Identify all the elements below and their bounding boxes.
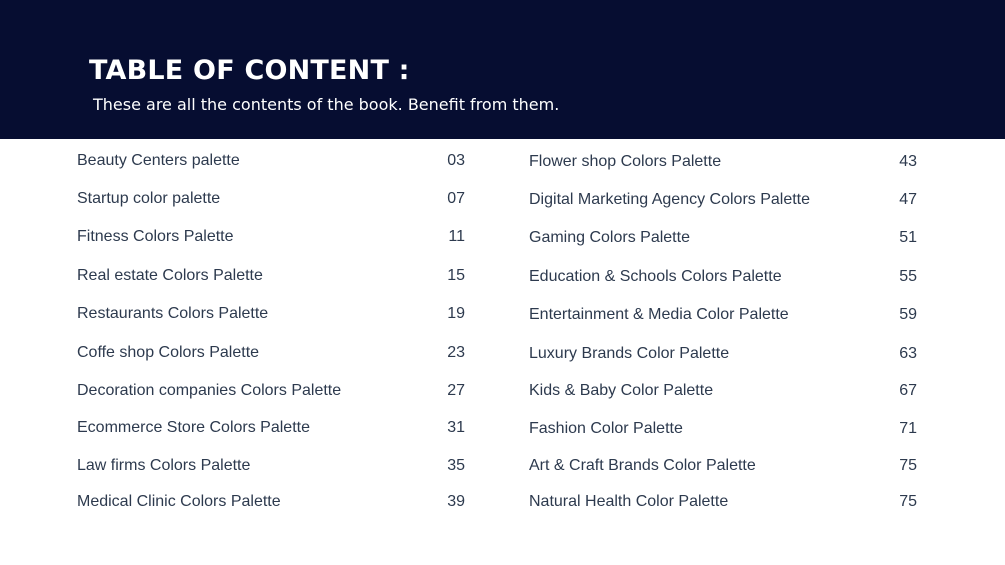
toc-entry-page: 15 [447,267,465,284]
toc-entry-page: 75 [899,457,917,474]
toc-entry[interactable] [77,225,467,249]
toc-entry-name: Ecommerce Store Colors Palette [77,419,310,436]
toc-entry-page: 35 [447,457,465,474]
toc-entry[interactable] [529,417,919,441]
toc-entry[interactable] [529,188,919,212]
toc-entry[interactable] [529,303,919,327]
toc-entry-name: Medical Clinic Colors Palette [77,493,281,510]
toc-entry-name: Law firms Colors Palette [77,457,251,474]
toc-entry-page: 27 [447,382,465,399]
toc-entry-page: 63 [899,345,917,362]
toc-entry-name: Fashion Color Palette [529,420,683,437]
toc-entry-name: Entertainment & Media Color Palette [529,306,789,323]
toc-entry-name: Beauty Centers palette [77,152,240,169]
toc-entry[interactable] [529,265,919,289]
toc-entry[interactable] [77,264,467,288]
toc-entry-page: 43 [899,153,917,170]
toc-entry[interactable] [529,454,919,478]
page-subtitle: These are all the contents of the book. Benefit from them. [93,95,560,114]
toc-entry-page: 39 [447,493,465,510]
toc-entry-name: Gaming Colors Palette [529,229,690,246]
toc-entry-page: 11 [448,228,465,245]
toc-entry[interactable] [77,416,467,440]
toc-entry-page: 51 [899,229,917,246]
toc-entry-page: 59 [899,306,917,323]
toc-entry-name: Startup color palette [77,190,221,207]
toc-entry[interactable] [77,454,467,478]
toc-entry-page: 07 [447,190,465,207]
toc-entry-name: Natural Health Color Palette [529,493,729,510]
toc-entry[interactable] [529,150,919,174]
toc-entry-page: 31 [447,419,465,436]
toc-entry[interactable] [77,302,467,326]
toc-entry[interactable] [77,149,467,173]
toc-entry-name: Fitness Colors Palette [77,228,234,245]
toc-entry-page: 47 [899,191,917,208]
toc-entry[interactable] [77,490,467,514]
toc-entry-name: Art & Craft Brands Color Palette [529,457,756,474]
toc-entry[interactable] [77,341,467,365]
header-banner [0,0,1005,139]
toc-entry-page: 67 [899,382,917,399]
toc-entry[interactable] [529,342,919,366]
toc-entry[interactable] [529,226,919,250]
toc-entry-name: Restaurants Colors Palette [77,305,269,322]
toc-entry[interactable] [529,490,919,514]
toc-entry-page: 03 [447,152,465,169]
toc-entry-name: Luxury Brands Color Palette [529,345,730,362]
toc-entry-page: 71 [899,420,917,437]
toc-entry-name: Kids & Baby Color Palette [529,382,714,399]
toc-entry[interactable] [77,187,467,211]
toc-entry[interactable] [529,379,919,403]
toc-entry-page: 19 [447,305,465,322]
toc-entry-page: 55 [899,268,917,285]
toc-entry[interactable] [77,379,467,403]
toc-entry-page: 75 [899,493,917,510]
toc-entry-name: Digital Marketing Agency Colors Palette [529,191,811,208]
toc-entry-page: 23 [447,344,465,361]
toc-entry-name: Flower shop Colors Palette [529,153,722,170]
page-title: TABLE OF CONTENT : [89,55,410,86]
toc-entry-name: Coffe shop Colors Palette [77,344,260,361]
toc-entry-name: Education & Schools Colors Palette [529,268,782,285]
toc-entry-name: Decoration companies Colors Palette [77,382,342,399]
toc-entry-name: Real estate Colors Palette [77,267,263,284]
